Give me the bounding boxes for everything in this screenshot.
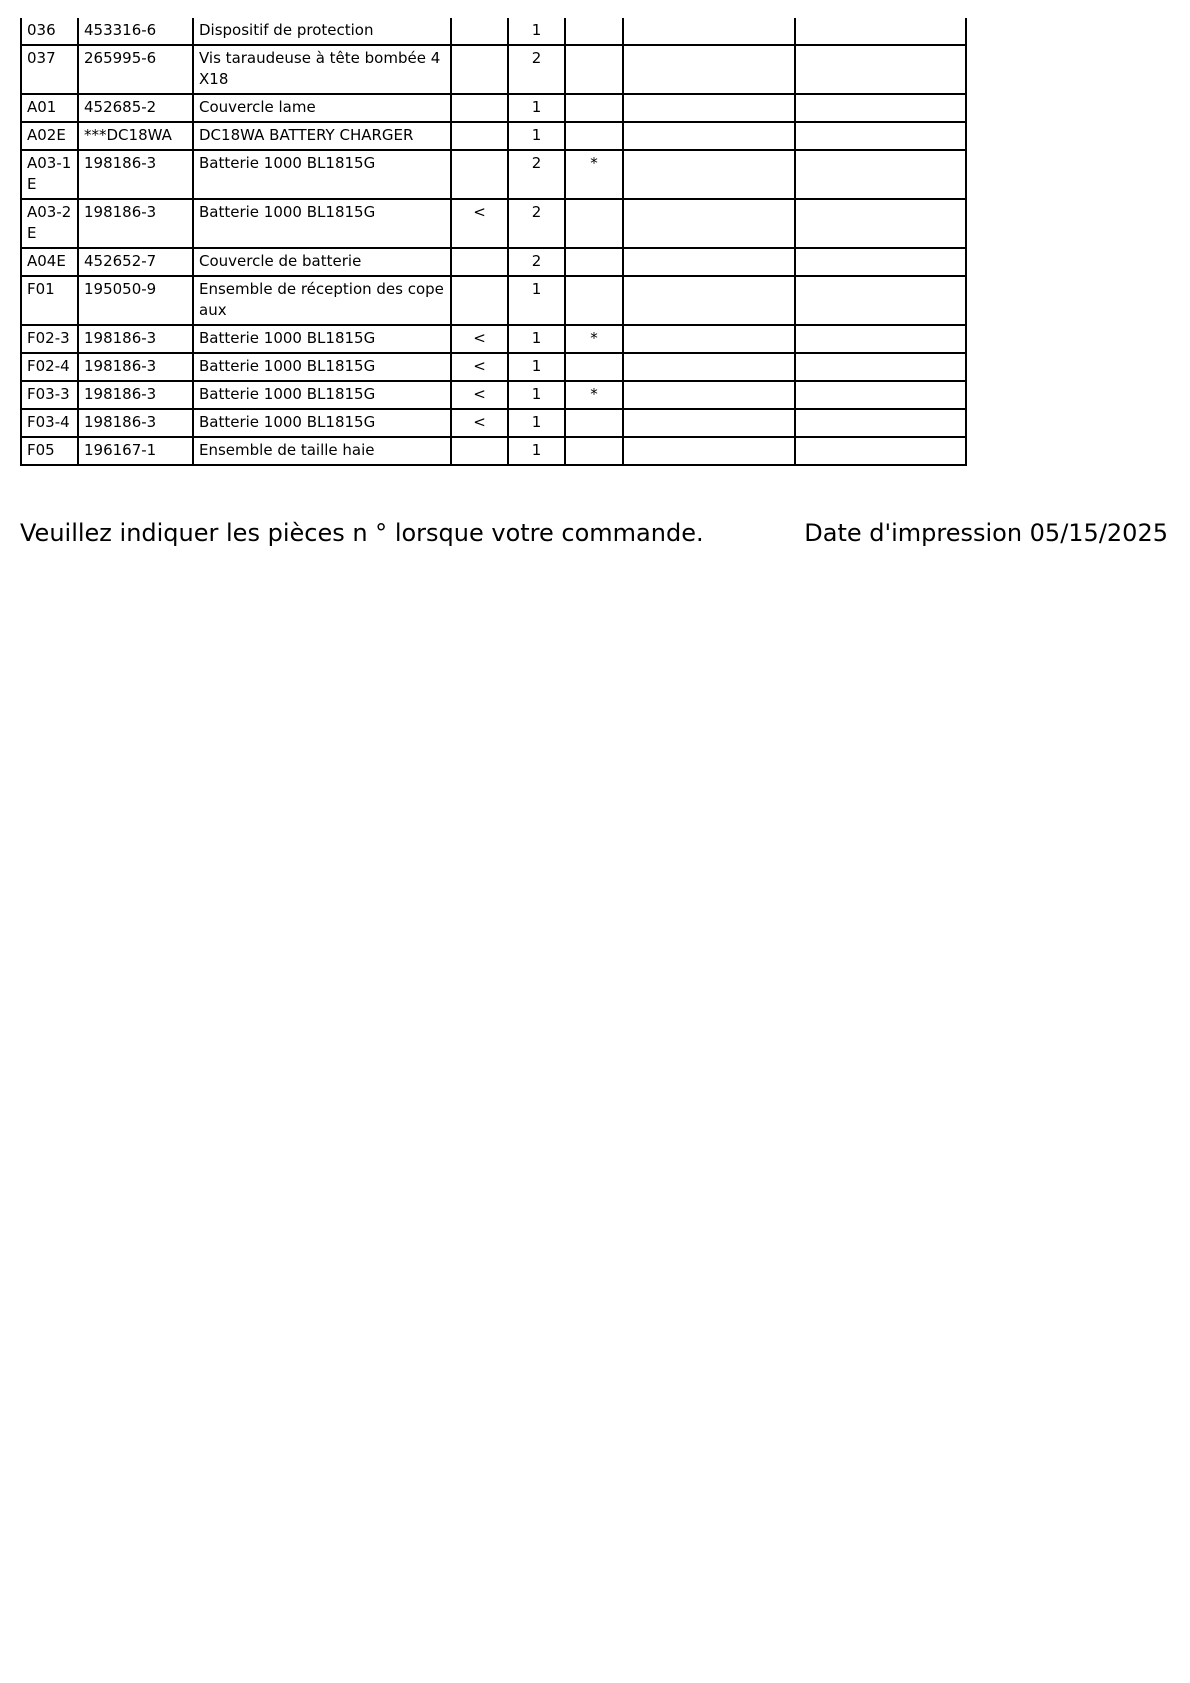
substitution-cell: < — [451, 325, 508, 353]
item-number-cell: 037 — [21, 45, 78, 94]
part-number-cell: 265995-6 — [78, 45, 193, 94]
remarks-cell — [795, 150, 966, 199]
quantity-cell: 1 — [508, 409, 565, 437]
quantity-cell: 1 — [508, 325, 565, 353]
quantity-cell: 1 — [508, 18, 565, 45]
quantity-cell: 2 — [508, 199, 565, 248]
part-number-cell: 198186-3 — [78, 381, 193, 409]
item-number-cell: A03-1E — [21, 150, 78, 199]
mark-cell — [565, 276, 623, 325]
remarks-cell — [795, 353, 966, 381]
quantity-cell: 2 — [508, 248, 565, 276]
part-number-cell: 198186-3 — [78, 353, 193, 381]
table-row — [21, 409, 966, 437]
note-cell — [623, 94, 795, 122]
mark-cell — [565, 437, 623, 465]
remarks-cell — [795, 122, 966, 150]
substitution-cell: < — [451, 381, 508, 409]
note-cell — [623, 276, 795, 325]
quantity-cell: 1 — [508, 94, 565, 122]
description-cell: Batterie 1000 BL1815G — [193, 199, 451, 248]
mark-cell — [565, 45, 623, 94]
description-cell: Couvercle de batterie — [193, 248, 451, 276]
item-number-cell: F01 — [21, 276, 78, 325]
quantity-cell: 1 — [508, 122, 565, 150]
table-row — [21, 353, 966, 381]
mark-cell: * — [565, 325, 623, 353]
note-cell — [623, 199, 795, 248]
parts-table-body — [21, 18, 966, 465]
part-number-cell: 195050-9 — [78, 276, 193, 325]
item-number-cell: A01 — [21, 94, 78, 122]
quantity-cell: 1 — [508, 437, 565, 465]
remarks-cell — [795, 276, 966, 325]
item-number-cell: F03-3 — [21, 381, 78, 409]
note-cell — [623, 122, 795, 150]
quantity-cell: 1 — [508, 353, 565, 381]
item-number-cell: A04E — [21, 248, 78, 276]
part-number-cell: 453316-6 — [78, 18, 193, 45]
table-row — [21, 18, 966, 45]
part-number-cell: 198186-3 — [78, 199, 193, 248]
part-number-cell: 198186-3 — [78, 409, 193, 437]
print-date: Date d'impression 05/15/2025 — [804, 519, 1168, 547]
table-row — [21, 150, 966, 199]
note-cell — [623, 353, 795, 381]
quantity-cell: 1 — [508, 276, 565, 325]
item-number-cell: F05 — [21, 437, 78, 465]
parts-table — [20, 18, 967, 466]
description-cell: Ensemble de taille haie — [193, 437, 451, 465]
description-cell: Vis taraudeuse à tête bombée 4X18 — [193, 45, 451, 94]
part-number-cell: 196167-1 — [78, 437, 193, 465]
mark-cell — [565, 199, 623, 248]
note-cell — [623, 248, 795, 276]
remarks-cell — [795, 409, 966, 437]
substitution-cell — [451, 248, 508, 276]
part-number-cell: 198186-3 — [78, 325, 193, 353]
substitution-cell — [451, 437, 508, 465]
table-row — [21, 381, 966, 409]
remarks-cell — [795, 18, 966, 45]
substitution-cell — [451, 122, 508, 150]
description-cell: Batterie 1000 BL1815G — [193, 409, 451, 437]
remarks-cell — [795, 381, 966, 409]
substitution-cell: < — [451, 353, 508, 381]
mark-cell — [565, 18, 623, 45]
part-number-cell: 198186-3 — [78, 150, 193, 199]
substitution-cell — [451, 150, 508, 199]
description-cell: Ensemble de réception des copeaux — [193, 276, 451, 325]
table-row — [21, 325, 966, 353]
table-row — [21, 276, 966, 325]
description-cell: Batterie 1000 BL1815G — [193, 325, 451, 353]
description-cell: Dispositif de protection — [193, 18, 451, 45]
note-cell — [623, 150, 795, 199]
note-cell — [623, 18, 795, 45]
item-number-cell: F02-4 — [21, 353, 78, 381]
mark-cell — [565, 94, 623, 122]
table-row — [21, 199, 966, 248]
remarks-cell — [795, 248, 966, 276]
remarks-cell — [795, 45, 966, 94]
part-number-cell: ***DC18WA — [78, 122, 193, 150]
note-cell — [623, 325, 795, 353]
table-row — [21, 248, 966, 276]
table-row — [21, 437, 966, 465]
table-row — [21, 94, 966, 122]
mark-cell: * — [565, 150, 623, 199]
part-number-cell: 452652-7 — [78, 248, 193, 276]
mark-cell — [565, 248, 623, 276]
description-cell: Couvercle lame — [193, 94, 451, 122]
remarks-cell — [795, 199, 966, 248]
substitution-cell: < — [451, 199, 508, 248]
quantity-cell: 2 — [508, 150, 565, 199]
table-row — [21, 45, 966, 94]
remarks-cell — [795, 437, 966, 465]
mark-cell — [565, 353, 623, 381]
remarks-cell — [795, 94, 966, 122]
substitution-cell — [451, 94, 508, 122]
substitution-cell — [451, 18, 508, 45]
order-instruction-note: Veuillez indiquer les pièces n ° lorsque votre commande. — [20, 519, 704, 547]
mark-cell: * — [565, 381, 623, 409]
description-cell: Batterie 1000 BL1815G — [193, 353, 451, 381]
item-number-cell: 036 — [21, 18, 78, 45]
description-cell: Batterie 1000 BL1815G — [193, 381, 451, 409]
description-cell: DC18WA BATTERY CHARGER — [193, 122, 451, 150]
item-number-cell: A03-2E — [21, 199, 78, 248]
mark-cell — [565, 409, 623, 437]
mark-cell — [565, 122, 623, 150]
substitution-cell — [451, 45, 508, 94]
note-cell — [623, 409, 795, 437]
substitution-cell: < — [451, 409, 508, 437]
note-cell — [623, 45, 795, 94]
table-row — [21, 122, 966, 150]
note-cell — [623, 437, 795, 465]
substitution-cell — [451, 276, 508, 325]
part-number-cell: 452685-2 — [78, 94, 193, 122]
item-number-cell: F02-3 — [21, 325, 78, 353]
remarks-cell — [795, 325, 966, 353]
description-cell: Batterie 1000 BL1815G — [193, 150, 451, 199]
item-number-cell: F03-4 — [21, 409, 78, 437]
item-number-cell: A02E — [21, 122, 78, 150]
quantity-cell: 1 — [508, 381, 565, 409]
note-cell — [623, 381, 795, 409]
quantity-cell: 2 — [508, 45, 565, 94]
